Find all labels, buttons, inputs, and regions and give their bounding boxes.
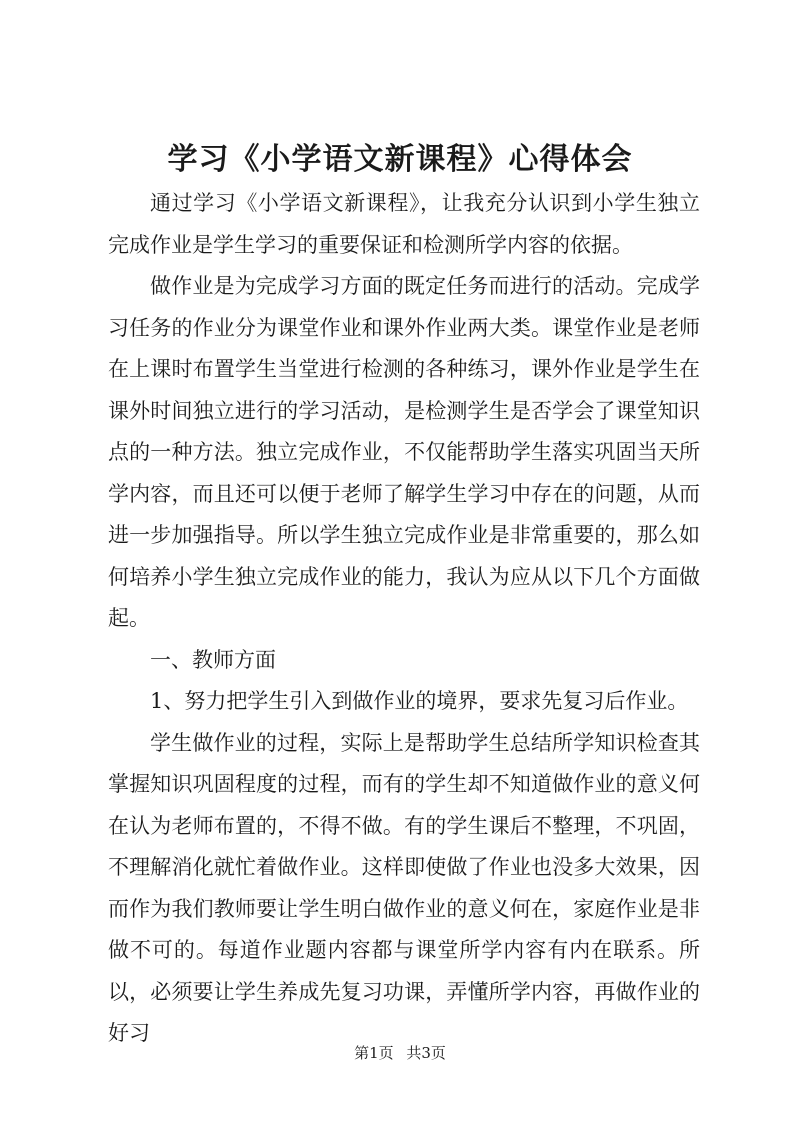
document-body (108, 183, 700, 1055)
section-heading-teacher: 一、教师方面 (150, 647, 276, 672)
paragraph-homework-process: 学生做作业的过程，实际上是帮助学生总结所学知识检查其掌握知识巩固程度的过程，而有的学生却不知道做作业的意义何在认为老师布置的，不得不做。有的学生课后不整理，不巩固，不理解消化就忙着做作业。这样即使做了作业也没多大效果，因而作为我们教师要让学生明白做作业的意义何在，家庭作业是非做不可的。每道作业题内容都与课堂所学内容有内在联系。所以，必须要让学生养成先复习功课，弄懂所学内容，再做作业的好习 (108, 730, 700, 1045)
paragraph-homework-definition: 做作业是为完成学习方面的既定任务而进行的活动。完成学习任务的作业分为课堂作业和课外作业两大类。课堂作业是老师在上课时布置学生当堂进行检测的各种练习，课外作业是学生在课外时间独立进行的学习活动，是检测学生是否学会了课堂知识点的一种方法。独立完成作业，不仅能帮助学生落实巩固当天所学内容，而且还可以便于老师了解学生学习中存在的问题，从而进一步加强指导。所以学生独立完成作业是非常重要的，那么如何培养小学生独立完成作业的能力，我认为应从以下几个方面做起。 (108, 274, 700, 630)
page-number: 第1页 (354, 1044, 394, 1062)
paragraph-intro: 通过学习《小学语文新课程》，让我充分认识到小学生独立完成作业是学生学习的重要保证和检测所学内容的依据。 (108, 191, 700, 257)
page-footer (0, 1043, 800, 1063)
page-total: 共3页 (406, 1044, 446, 1062)
document-title: 学习《小学语文新课程》心得体会 (167, 142, 633, 177)
subsection-heading-1: 1、努力把学生引入到做作业的境界，要求先复习后作业。 (150, 689, 689, 713)
